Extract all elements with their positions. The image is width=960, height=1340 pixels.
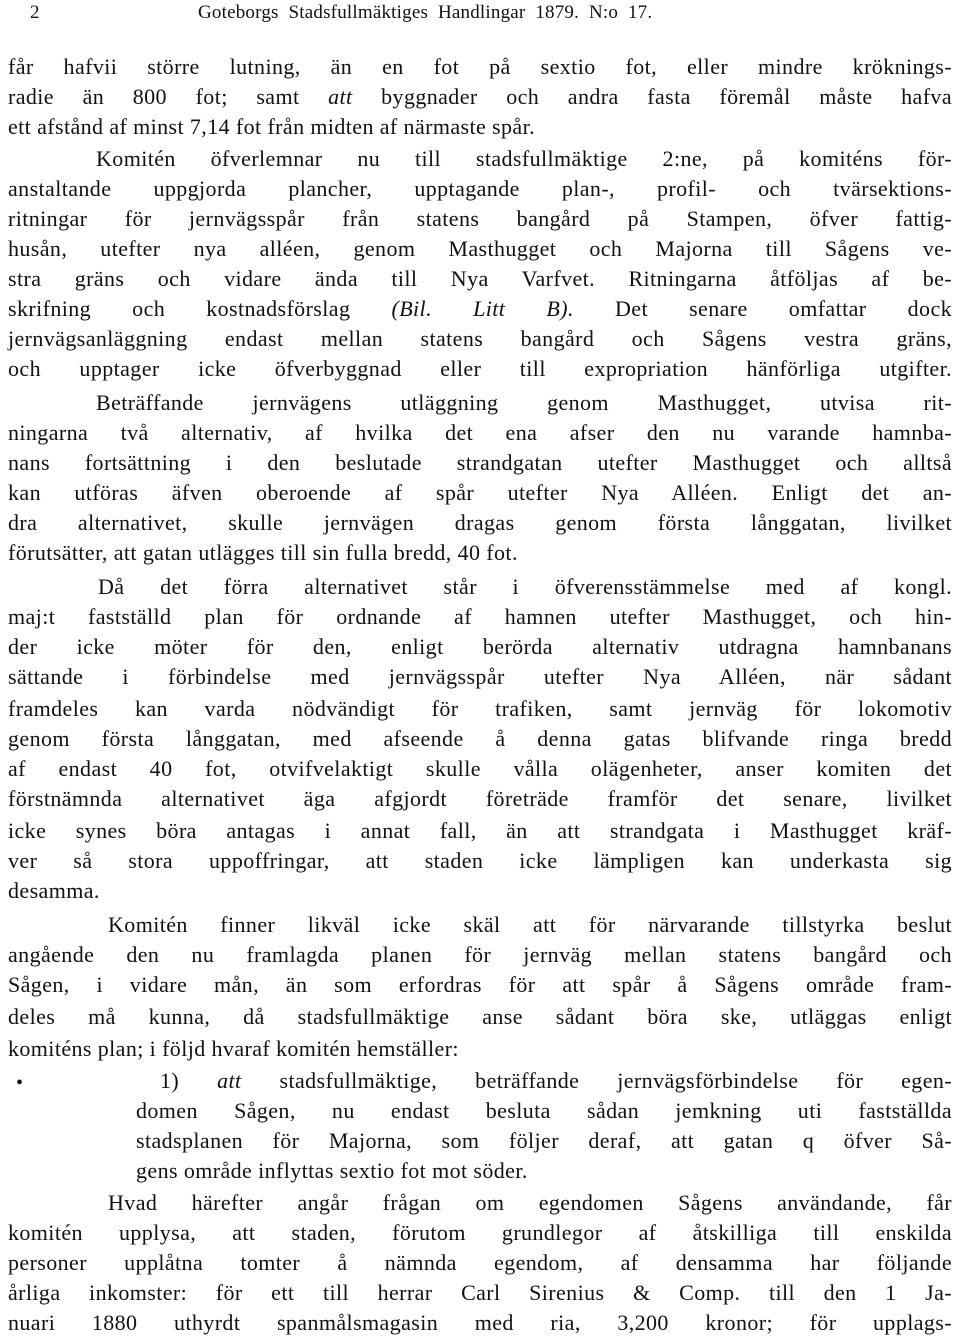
text-line — [136, 1126, 952, 1156]
text-segment: komiténs plan; i följd hvaraf komitén hemställer: — [8, 1036, 459, 1061]
text-segment: genom första långgatan, med afseende å denna gatas blifvande ringa bredd — [8, 726, 952, 751]
text-segment: stadsplanen för Majorna, som följer deraf, att gatan q öfver Så- — [136, 1128, 952, 1153]
text-segment: icke synes böra antagas i annat fall, än att strandgata i Masthugget kräf- — [8, 818, 952, 843]
text-line — [8, 1218, 952, 1248]
text-line — [8, 1248, 952, 1278]
text-segment: framdeles kan varda nödvändigt för trafiken, samt jernväg för lokomotiv — [8, 696, 952, 721]
text-line — [8, 264, 952, 294]
running-title: Goteborgs Stadsfullmäktiges Handlingar 1879. N:o 17. — [198, 2, 653, 23]
text-segment: stadsfullmäktige, beträffande jernvägsförbindelse för egen- — [241, 1068, 952, 1093]
text-line — [8, 1002, 952, 1032]
text-line — [8, 816, 952, 846]
text-segment: förutsätter, att gatan utlägges till sin fulla bredd, 40 fot. — [8, 540, 518, 565]
text-line — [8, 940, 952, 970]
text-segment: kan utföras äfven oberoende af spår utefter Nya Alléen. Enligt det an- — [8, 480, 952, 505]
text-segment: anstaltande uppgjorda plancher, upptagande plan-, profil- och tvärsektions- — [8, 176, 952, 201]
text-line — [8, 632, 952, 662]
text-segment: dra alternativet, skulle jernvägen dragas genom första långgatan, livilket — [8, 510, 952, 535]
text-segment: desamma. — [8, 878, 100, 903]
italic-text: att — [217, 1068, 242, 1093]
text-segment: Det senare omfattar dock — [573, 296, 953, 321]
text-line — [8, 694, 952, 724]
text-segment: och upptager icke öfverbyggnad eller till expropriation hänförliga utgifter. — [8, 356, 952, 381]
page-header — [8, 0, 948, 26]
text-line — [8, 418, 952, 448]
text-line — [8, 324, 952, 354]
text-segment: nans fortsättning i den beslutade strandgatan utefter Masthugget och alltså — [8, 450, 952, 475]
text-segment: husån, utefter nya alléen, genom Masthugget och Majorna till Sågens ve- — [8, 236, 952, 261]
text-segment: ett afstånd af minst 7,14 fot från midten af närmaste spår. — [8, 114, 535, 139]
list-bullet: • — [16, 1072, 24, 1094]
text-segment: Sågen, i vidare mån, än som erfordras för att spår å Sågens område fram- — [8, 972, 952, 997]
text-line — [8, 602, 952, 632]
text-segment: nuari 1880 uthyrdt spanmålsmagasin med ria, 3,200 kronor; för upplags- — [8, 1310, 952, 1335]
text-line — [136, 1156, 952, 1186]
text-line — [8, 294, 952, 324]
text-segment: årliga inkomster: för ett till herrar Carl Sirenius & Comp. till den 1 Ja- — [8, 1280, 952, 1305]
text-line — [8, 204, 952, 234]
text-line — [8, 388, 952, 418]
text-segment: deles må kunna, då stadsfullmäktige anse sådant böra ske, utläggas enligt — [8, 1004, 952, 1029]
text-segment: stra gräns och vidare ända till Nya Varfvet. Ritningarna åtföljas af be- — [8, 266, 952, 291]
text-segment: domen Sågen, nu endast besluta sådan jemkning uti fastställda — [136, 1098, 952, 1123]
text-segment: byggnader och andra fasta föremål måste hafva — [352, 84, 952, 109]
text-line — [8, 846, 952, 876]
text-segment: angående den nu framlagda planen för jernväg mellan statens bangård och — [8, 942, 952, 967]
text-segment: komitén upplysa, att staden, förutom grundlegor af åtskilliga till enskilda — [8, 1220, 952, 1245]
text-segment: Komitén öfverlemnar nu till stadsfullmäktige 2:ne, på komiténs för- — [96, 146, 952, 171]
text-segment: Beträffande jernvägens utläggning genom Masthugget, utvisa rit- — [96, 390, 952, 415]
italic-text: (Bil. Litt B). — [391, 296, 574, 321]
text-segment: jernvägsanläggning endast mellan statens bangård och Sågens vestra gräns, — [8, 326, 952, 351]
text-segment: Då det förra alternativet står i öfverensstämmelse med af kongl. — [98, 574, 952, 599]
text-line — [8, 1066, 952, 1096]
text-segment: 1) — [160, 1068, 218, 1093]
text-line — [8, 354, 952, 384]
text-segment: maj:t fastställd plan för ordnande af hamnen utefter Masthugget, och hin- — [8, 604, 952, 629]
italic-text: att — [328, 84, 353, 109]
text-segment: personer upplåtna tomter å nämnda egendom, af densamma har följande — [8, 1250, 952, 1275]
text-line — [8, 112, 952, 142]
text-line — [8, 970, 952, 1000]
text-line — [8, 52, 952, 82]
page-number: 2 — [30, 2, 40, 23]
text-segment: der icke möter för den, enligt berörda alternativ utdragna hamnbanans — [8, 634, 952, 659]
text-segment: ritningar för jernvägsspår från statens bangård på Stampen, öfver fattig- — [8, 206, 952, 231]
text-line — [8, 234, 952, 264]
text-line — [8, 784, 952, 814]
text-line — [8, 1308, 952, 1338]
text-line — [8, 82, 952, 112]
text-segment: får hafvii större lutning, än en fot på sextio fot, eller mindre kröknings- — [8, 54, 952, 79]
text-line — [8, 572, 952, 602]
text-line — [8, 876, 952, 906]
text-line — [8, 754, 952, 784]
text-line — [8, 174, 952, 204]
text-line — [8, 448, 952, 478]
text-segment: sättande i förbindelse med jernvägsspår utefter Nya Alléen, när sådant — [8, 664, 952, 689]
text-segment: ver så stora uppoffringar, att staden icke lämpligen kan underkasta sig — [8, 848, 952, 873]
text-line — [8, 1034, 952, 1064]
text-line — [8, 538, 952, 568]
text-segment: Komitén finner likväl icke skäl att för närvarande tillstyrka beslut — [108, 912, 952, 937]
text-segment: skrifning och kostnadsförslag — [8, 296, 392, 321]
text-segment: förstnämnda alternativet äga afgjordt företräde framför det senare, livilket — [8, 786, 952, 811]
text-segment: radie än 800 fot; samt — [8, 84, 329, 109]
text-line — [8, 662, 952, 692]
text-line — [8, 1188, 952, 1218]
text-line — [8, 724, 952, 754]
text-line — [8, 508, 952, 538]
text-line — [8, 910, 952, 940]
text-line — [136, 1096, 952, 1126]
text-segment: gens område inflyttas sextio fot mot söder. — [136, 1158, 528, 1183]
text-line — [8, 478, 952, 508]
text-line — [8, 1278, 952, 1308]
text-line — [8, 144, 952, 174]
text-segment: Hvad härefter angår frågan om egendomen Sågens användande, får — [108, 1190, 952, 1215]
text-segment: af endast 40 fot, otvifvelaktigt skulle vålla olägenheter, anser komiten det — [8, 756, 952, 781]
text-segment: ningarna två alternativ, af hvilka det ena afser den nu varande hamnba- — [8, 420, 952, 445]
